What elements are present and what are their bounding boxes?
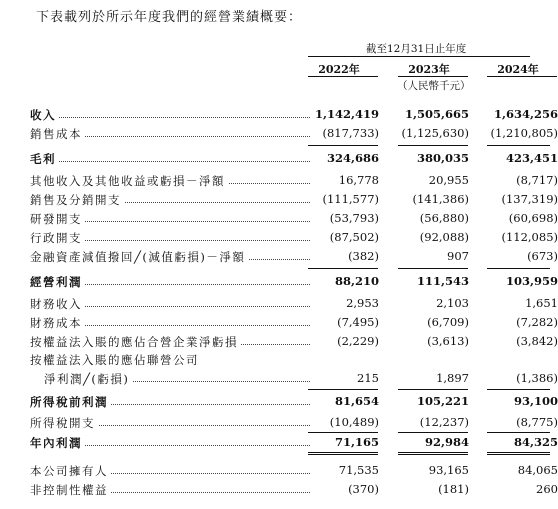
value-2023: 1,505,665 xyxy=(404,107,469,121)
table-row-other-income xyxy=(0,171,558,191)
value-2022: (382) xyxy=(348,249,379,263)
row-label: 經營利潤 xyxy=(30,274,85,290)
value-2023: 907 xyxy=(447,249,469,263)
value-2024: (60,698) xyxy=(508,211,558,225)
row-label: 金融資產減值撥回╱(減值虧損)－淨額 xyxy=(30,249,248,265)
value-2023: 20,955 xyxy=(428,173,469,187)
row-label: 財務成本 xyxy=(30,315,85,331)
year-2022-underline xyxy=(308,76,378,77)
table-row-jv-loss xyxy=(0,332,558,352)
value-2024: (7,282) xyxy=(516,315,558,329)
value-2022: 2,953 xyxy=(346,296,379,310)
table-row-finance-costs xyxy=(0,313,558,333)
value-2023: (181) xyxy=(438,482,469,496)
value-2024: (1,386) xyxy=(516,371,558,385)
total-double-rule xyxy=(487,452,550,455)
subtotal-rule xyxy=(487,145,550,146)
table-row-finance-income xyxy=(0,294,558,314)
value-2022: 71,165 xyxy=(334,435,379,449)
subtotal-rule xyxy=(308,145,378,146)
intro-text: 下表載列於所示年度我們的經營業績概要： xyxy=(36,10,303,25)
value-2022: (2,229) xyxy=(337,334,379,348)
table-row-gross-profit xyxy=(0,149,558,169)
total-double-rule xyxy=(398,452,468,455)
value-2024: (137,319) xyxy=(501,192,558,206)
value-2022: (370) xyxy=(348,482,379,496)
leader-dots xyxy=(30,161,310,162)
table-row-rd-expenses xyxy=(0,209,558,229)
row-label: 所得稅開支 xyxy=(30,415,98,431)
year-2023-underline xyxy=(398,76,468,77)
row-label: 其他收入及其他收益或虧損－淨額 xyxy=(30,173,228,189)
value-2024: (8,717) xyxy=(516,173,558,187)
table-row-impairment xyxy=(0,247,558,267)
value-2023: 111,543 xyxy=(416,274,469,288)
table-row-non-controlling xyxy=(0,480,558,500)
table-row-associates-profit xyxy=(0,369,558,389)
year-2023-header: 2023年 xyxy=(408,63,450,76)
value-2024: 103,959 xyxy=(505,274,558,288)
value-2022: 71,535 xyxy=(338,463,379,477)
row-label: 本公司擁有人 xyxy=(30,463,111,479)
value-2023: 92,984 xyxy=(424,435,469,449)
value-2024: (8,775) xyxy=(516,415,558,429)
table-row-profit-for-year xyxy=(0,433,558,453)
table-row-revenue xyxy=(0,105,558,125)
value-2023: 1,897 xyxy=(436,371,469,385)
value-2024: 84,325 xyxy=(513,435,558,449)
value-2024: (112,085) xyxy=(501,230,558,244)
row-label: 財務收入 xyxy=(30,296,85,312)
table-row-cost-of-sales xyxy=(0,124,558,144)
table-row-income-tax xyxy=(0,413,558,433)
subtotal-rule xyxy=(487,268,550,269)
value-2023: 2,103 xyxy=(436,296,469,310)
value-2022: 324,686 xyxy=(326,151,379,165)
value-2022: 1,142,419 xyxy=(314,107,379,121)
value-2024: (3,842) xyxy=(516,334,558,348)
value-2023: (92,088) xyxy=(419,230,469,244)
value-2024: 1,634,256 xyxy=(493,107,558,121)
subtotal-rule xyxy=(398,268,468,269)
total-double-rule xyxy=(308,452,378,455)
value-2024: 1,651 xyxy=(525,296,558,310)
subtotal-rule xyxy=(308,268,378,269)
period-underline xyxy=(308,56,530,57)
value-2022: 215 xyxy=(357,371,379,385)
table-row-operating-profit xyxy=(0,272,558,292)
row-label: 按權益法入賬的應佔聯營公司 xyxy=(30,352,202,368)
subtotal-rule xyxy=(308,389,378,390)
row-label: 按權益法入賬的應佔合營企業淨虧損 xyxy=(30,334,241,350)
value-2022: (817,733) xyxy=(322,126,379,140)
period-header: 截至12月31日止年度 xyxy=(366,43,467,55)
subtotal-rule xyxy=(398,145,468,146)
value-2023: (3,613) xyxy=(427,334,469,348)
value-2022: 88,210 xyxy=(334,274,379,288)
year-2024-underline xyxy=(487,76,557,77)
value-2022: (7,495) xyxy=(337,315,379,329)
leader-dots xyxy=(30,117,310,118)
table-row-selling-expenses xyxy=(0,190,558,210)
value-2023: (1,125,630) xyxy=(401,126,469,140)
row-label: 收入 xyxy=(30,107,59,123)
value-2024: 423,451 xyxy=(505,151,558,165)
value-2022: (10,489) xyxy=(329,415,379,429)
subtotal-rule xyxy=(487,389,550,390)
value-2022: (53,793) xyxy=(329,211,379,225)
row-label: 銷售及分銷開支 xyxy=(30,192,124,208)
value-2024: (1,210,805) xyxy=(490,126,558,140)
row-label: 研發開支 xyxy=(30,211,85,227)
value-2023: 105,221 xyxy=(416,394,469,408)
row-label: 非控制性權益 xyxy=(30,482,111,498)
table-row-profit-before-tax xyxy=(0,392,558,412)
value-2023: (56,880) xyxy=(419,211,469,225)
value-2023: 93,165 xyxy=(428,463,469,477)
row-label: 行政開支 xyxy=(30,230,85,246)
year-2022-header: 2022年 xyxy=(318,63,360,76)
value-2024: (673) xyxy=(527,249,558,263)
row-label: 毛利 xyxy=(30,151,59,167)
row-label: 所得稅前利潤 xyxy=(30,394,111,410)
value-2024: 260 xyxy=(536,482,558,496)
value-2023: 380,035 xyxy=(416,151,469,165)
table-row-owners xyxy=(0,461,558,481)
unit-label: （人民幣千元） xyxy=(397,80,471,92)
value-2024: 84,065 xyxy=(517,463,558,477)
value-2023: (12,237) xyxy=(419,415,469,429)
value-2023: (6,709) xyxy=(427,315,469,329)
value-2024: 93,100 xyxy=(513,394,558,408)
year-2024-header: 2024年 xyxy=(497,63,539,76)
row-label: 年內利潤 xyxy=(30,435,85,451)
subtotal-rule xyxy=(398,389,468,390)
value-2022: (111,577) xyxy=(322,192,379,206)
table-row-admin-expenses xyxy=(0,228,558,248)
value-2022: 81,654 xyxy=(334,394,379,408)
row-label: 銷售成本 xyxy=(30,126,85,142)
table-row-associates-heading xyxy=(0,350,550,370)
row-label: 淨利潤╱(虧損) xyxy=(44,371,132,387)
value-2023: (141,386) xyxy=(412,192,469,206)
value-2022: (87,502) xyxy=(329,230,379,244)
value-2022: 16,778 xyxy=(338,173,379,187)
